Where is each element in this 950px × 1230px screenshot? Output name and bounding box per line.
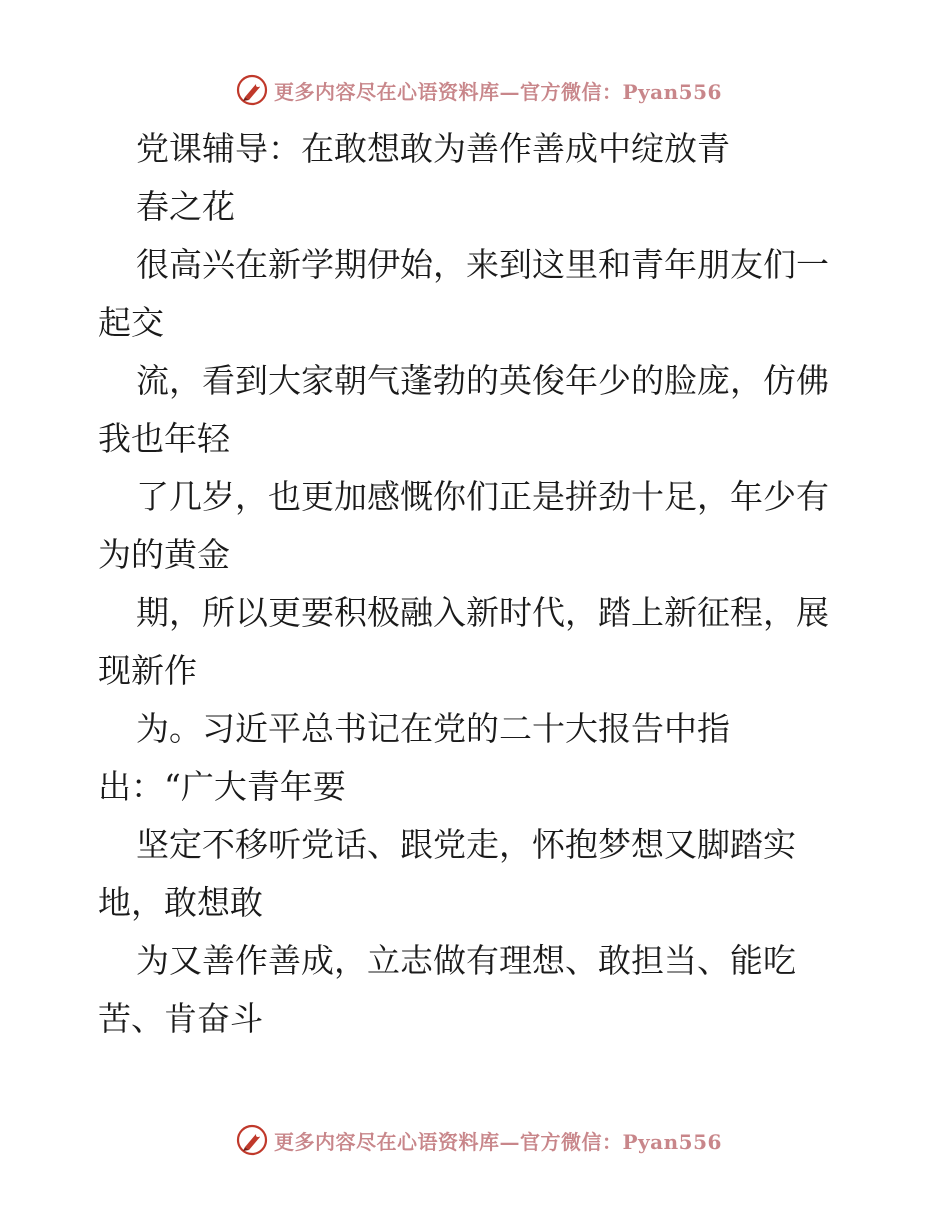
paragraph-line: 起交 (98, 303, 164, 342)
paragraph-line: 为的黄金 (98, 535, 230, 574)
paragraph-line: 了几岁，也更加感慨你们正是拼劲十足，年少有 (136, 477, 829, 516)
paragraph-line: 坚定不移听党话、跟党走，怀抱梦想又脚踏实 (136, 825, 796, 864)
paragraph-line: 流，看到大家朝气蓬勃的英俊年少的脸庞，仿佛 (136, 361, 829, 400)
paragraph-line: 为。习近平总书记在党的二十大报告中指 (136, 709, 730, 748)
watermark-text: 更多内容尽在心语资料库—官方微信：Pyan556 (274, 1129, 722, 1154)
footer-watermark (236, 1123, 722, 1157)
paragraph-line: 现新作 (98, 651, 197, 690)
paragraph-line: 地，敢想敢 (98, 883, 263, 922)
paragraph-line: 期，所以更要积极融入新时代，踏上新征程，展 (136, 593, 829, 632)
paragraph-line: 我也年轻 (98, 419, 230, 458)
paragraph-line: 很高兴在新学期伊始，来到这里和青年朋友们一 (136, 245, 829, 284)
document-body (98, 120, 858, 1048)
pen-logo-icon (236, 1124, 268, 1156)
paragraph-line: 苦、肯奋斗 (98, 999, 263, 1038)
paragraph-line: 为又善作善成，立志做有理想、敢担当、能吃 (136, 941, 796, 980)
title-line-2: 春之花 (136, 187, 235, 226)
title-line-1: 党课辅导：在敢想敢为善作善成中绽放青 (136, 129, 730, 168)
paragraph-line: 出：“广大青年要 (98, 767, 346, 806)
pen-logo-icon (236, 74, 268, 106)
header-watermark (236, 73, 722, 107)
watermark-text: 更多内容尽在心语资料库—官方微信：Pyan556 (274, 79, 722, 104)
